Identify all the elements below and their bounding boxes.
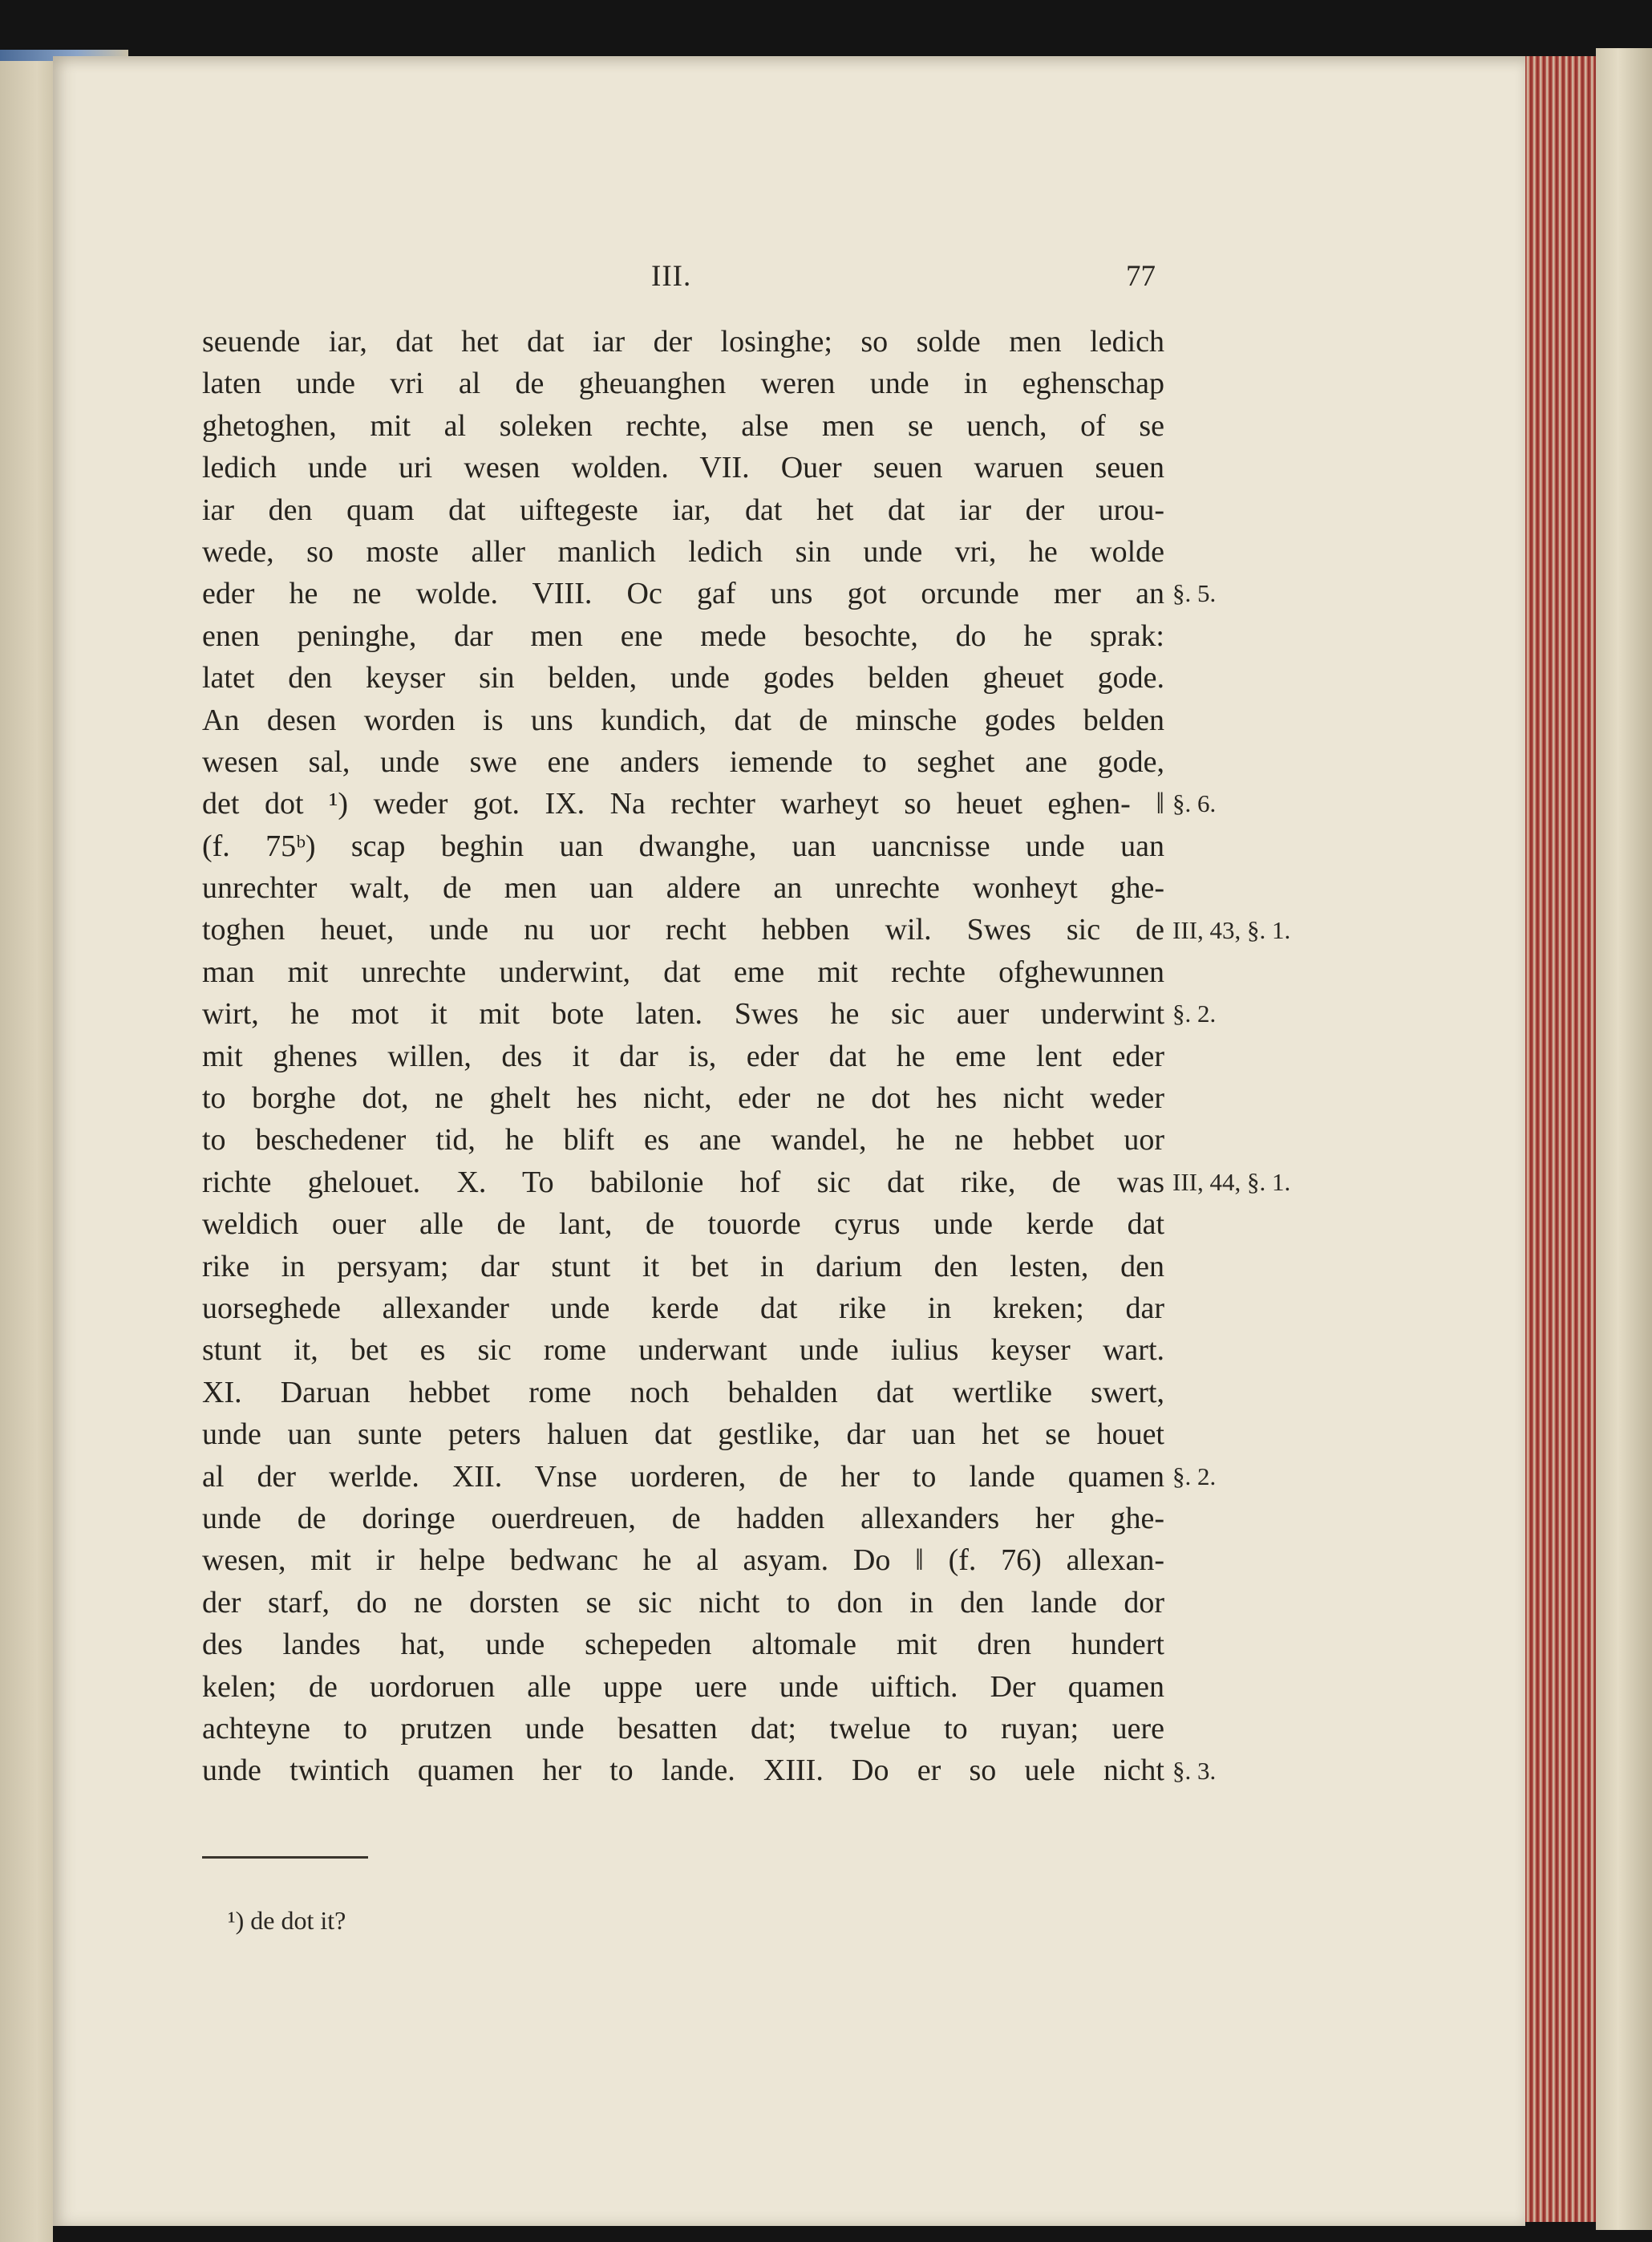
text-line: weldich ouer alle de lant, de touorde cyrus unde kerde dat — [202, 1207, 1164, 1242]
text-line: unde de doringe ouerdreuen, de hadden allexanders her ghe- — [202, 1501, 1164, 1535]
text-line: eder he ne wolde. VIII. Oc gaf uns got orcunde mer an — [202, 577, 1164, 611]
text-line: (f. 75ᵇ) scap beghin uan dwanghe, uan uancnisse unde uan — [202, 829, 1164, 863]
text-line: wede, so moste aller manlich ledich sin unde vri, he wolde — [202, 534, 1164, 569]
text-line: An desen worden is uns kundich, dat de minsche godes belden — [202, 703, 1164, 737]
text-line: laten unde vri al de gheuanghen weren unde in eghenschap — [202, 367, 1164, 401]
page-edges-red — [1524, 56, 1596, 2222]
text-line: enen peninghe, dar men ene mede besochte, do he sprak: — [202, 618, 1164, 653]
text-line: achteyne to prutzen unde besatten dat; twelue to ruyan; uere — [202, 1711, 1164, 1745]
text-line: unde uan sunte peters haluen dat gestlike, dar uan het se houet — [202, 1417, 1164, 1452]
margin-note: III, 43, §. 1. — [1172, 915, 1291, 944]
margin-note: §. 3. — [1172, 1756, 1217, 1785]
page-number: 77 — [1126, 260, 1156, 293]
text-line: man mit unrechte underwint, dat eme mit rechte ofghewunnen — [202, 955, 1164, 989]
footnote-rule — [202, 1856, 368, 1859]
margin-note: §. 6. — [1172, 789, 1217, 818]
text-line: uorseghede allexander unde kerde dat rike in kreken; dar — [202, 1291, 1164, 1325]
text-line: stunt it, bet es sic rome underwant unde iulius keyser wart. — [202, 1333, 1164, 1368]
text-line: rike in persyam; dar stunt it bet in darium den lesten, den — [202, 1249, 1164, 1283]
margin-note: §. 2. — [1172, 999, 1217, 1028]
text-line: iar den quam dat uiftegeste iar, dat het dat iar der urou- — [202, 493, 1164, 527]
text-line: to beschedener tid, he blift es ane wandel, he ne hebbet uor — [202, 1123, 1164, 1157]
text-line: al der werlde. XII. Vnse uorderen, de her to lande quamen — [202, 1459, 1164, 1494]
text-line: to borghe dot, ne ghelt hes nicht, eder ne dot hes nicht weder — [202, 1081, 1164, 1116]
text-line: mit ghenes willen, des it dar is, eder dat he eme lent eder — [202, 1039, 1164, 1073]
text-line: det dot ¹) weder got. IX. Na rechter warheyt so heuet eghen- ‖ — [202, 787, 1164, 821]
text-line: des landes hat, unde schepeden altomale mit dren hundert — [202, 1628, 1164, 1662]
text-line: kelen; de uordoruen alle uppe uere unde uiftich. Der quamen — [202, 1669, 1164, 1704]
text-line: wirt, he mot it mit bote laten. Swes he sic auer underwint — [202, 997, 1164, 1032]
margin-note: §. 2. — [1172, 1462, 1217, 1490]
text-line: latet den keyser sin belden, unde godes belden gheuet gode. — [202, 661, 1164, 695]
footnote: ¹) de dot it? — [228, 1906, 346, 1935]
text-line: wesen, mit ir helpe bedwanc he al asyam. Do ‖ (f. 76) allexan- — [202, 1543, 1164, 1578]
left-book-board — [0, 56, 53, 2242]
text-line: unde twintich quamen her to lande. XIII. Do er so uele nicht — [202, 1753, 1164, 1788]
chapter-heading: III. — [651, 260, 692, 293]
text-line: toghen heuet, unde nu uor recht hebben wil. Swes sic de — [202, 913, 1164, 947]
text-line: der starf, do ne dorsten se sic nicht to don in den lande dor — [202, 1585, 1164, 1620]
text-line: ledich unde uri wesen wolden. VII. Ouer seuen waruen seuen — [202, 451, 1164, 485]
text-line: seuende iar, dat het dat iar der losinghe; so solde men ledich — [202, 325, 1164, 359]
margin-note: III, 44, §. 1. — [1172, 1168, 1291, 1196]
right-book-board — [1596, 48, 1652, 2230]
text-line: richte ghelouet. X. To babilonie hof sic dat rike, de was — [202, 1165, 1164, 1199]
text-line: wesen sal, unde swe ene anders iemende to seghet ane gode, — [202, 744, 1164, 779]
text-line: ghetoghen, mit al soleken rechte, alse men se uench, of se — [202, 408, 1164, 443]
main-text — [202, 321, 1164, 1792]
text-line: unrechter walt, de men uan aldere an unrechte wonheyt ghe- — [202, 871, 1164, 906]
margin-note: §. 5. — [1172, 579, 1217, 608]
text-line: XI. Daruan hebbet rome noch behalden dat wertlike swert, — [202, 1375, 1164, 1409]
